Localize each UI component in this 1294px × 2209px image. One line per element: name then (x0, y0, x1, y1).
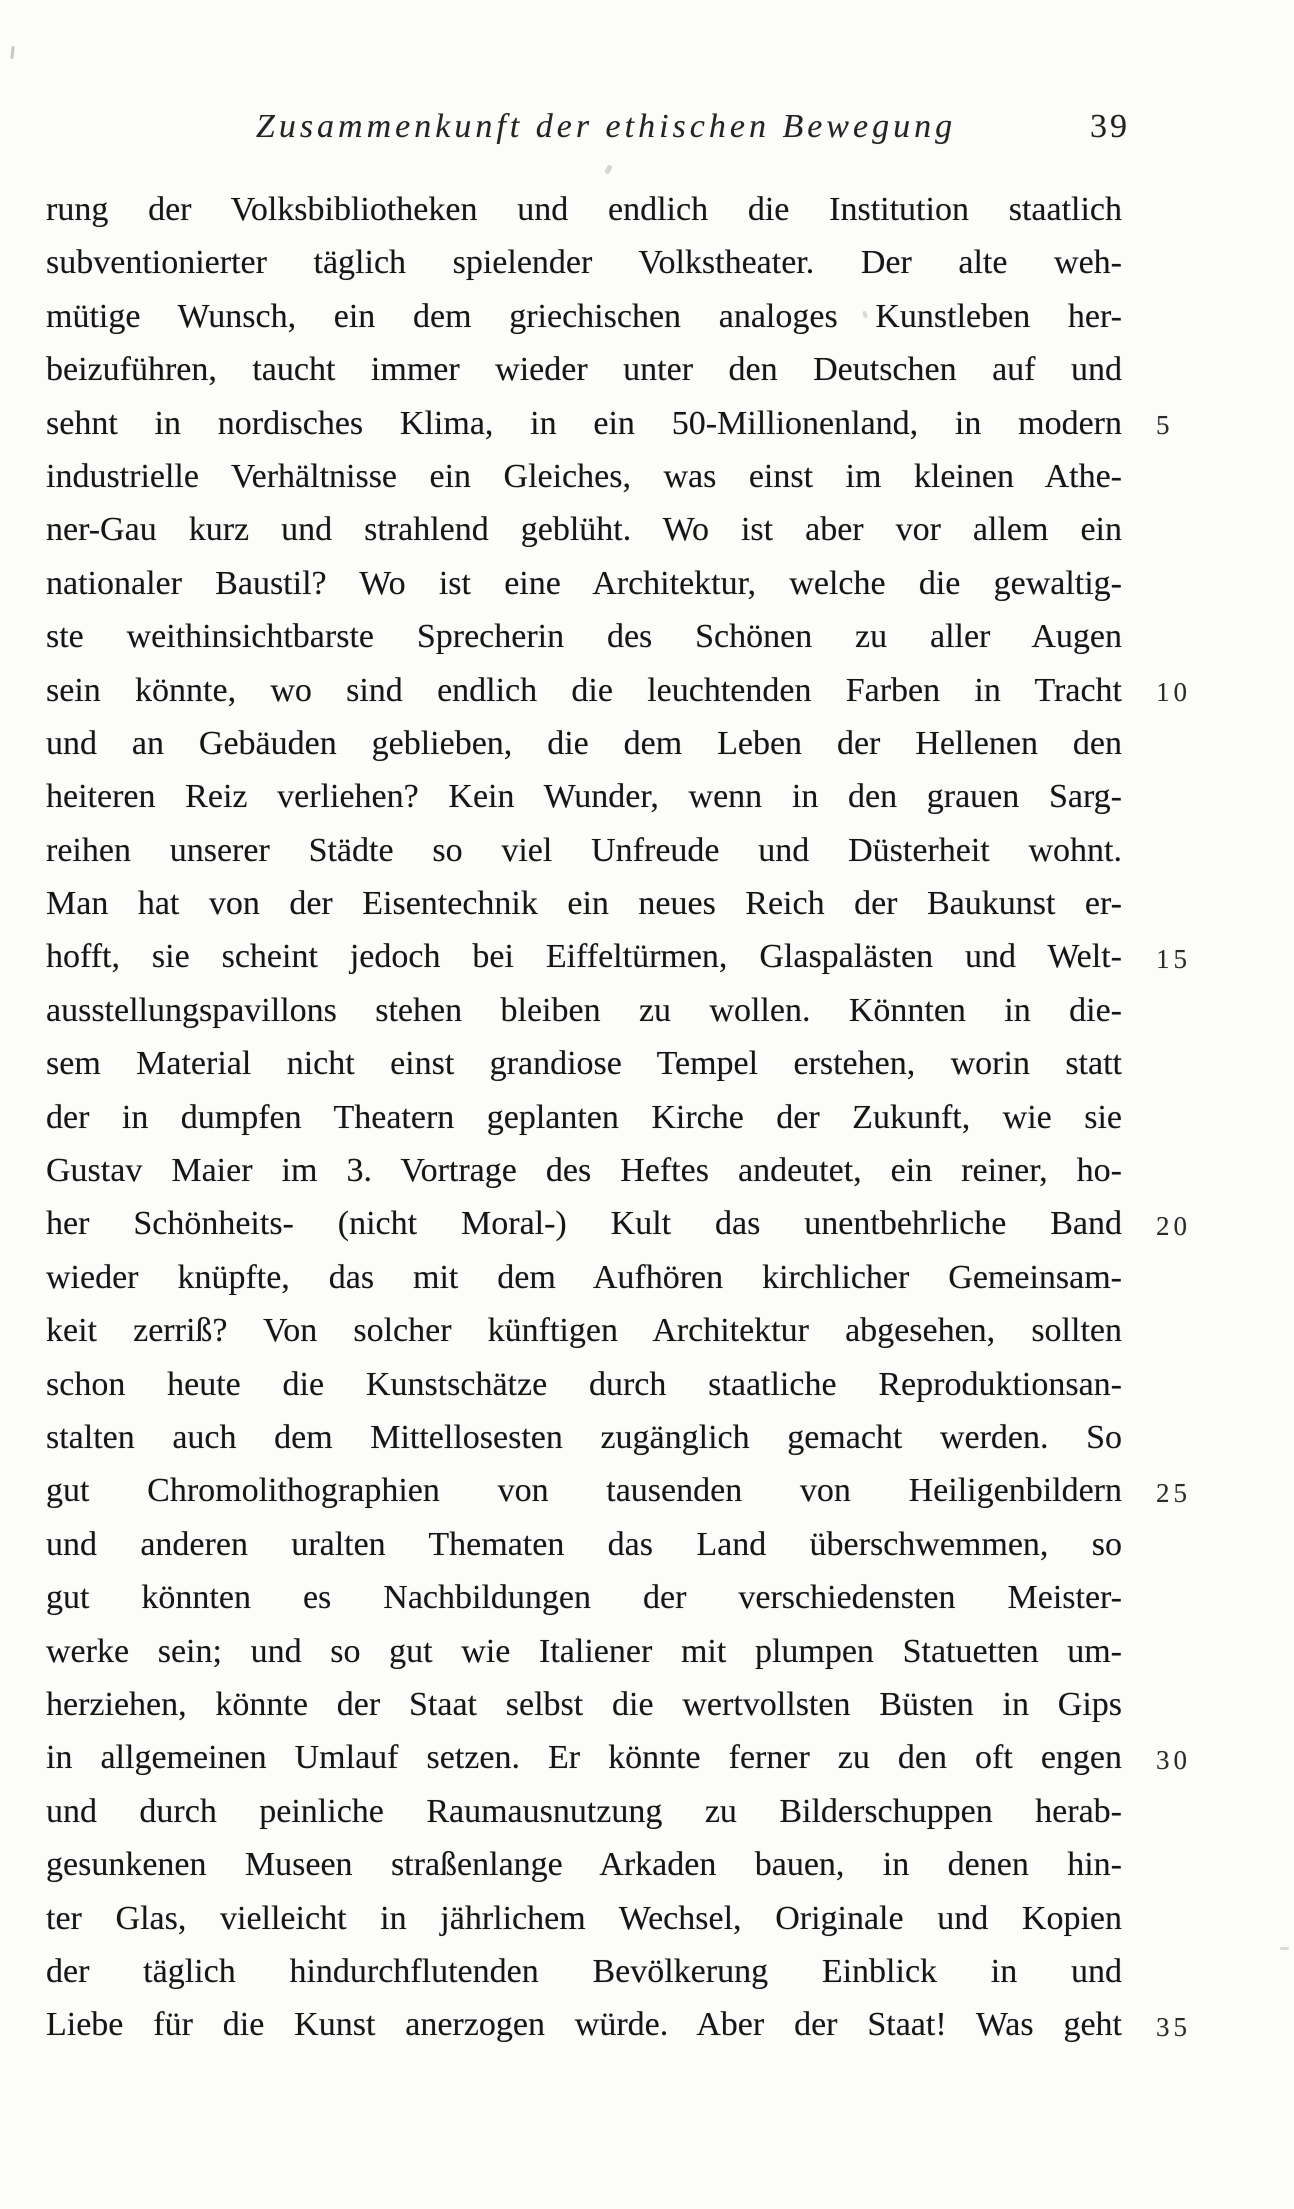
text-line: und durch peinliche Raumausnutzung zu Bilderschuppen herab- (46, 1792, 1122, 1830)
text-line: werke sein; und so gut wie Italiener mit plumpen Statuetten um- (46, 1632, 1122, 1670)
text-line: sein könnte, wo sind endlich die leuchtenden Farben in Tracht (46, 671, 1122, 709)
line-number: 5 (1156, 410, 1174, 441)
text-line: beizuführen, taucht immer wieder unter den Deutschen auf und (46, 351, 1122, 389)
text-line: heiteren Reiz verliehen? Kein Wunder, wenn in den grauen Sarg- (46, 778, 1122, 816)
text-line: stalten auch dem Mittellosesten zugänglich gemacht werden. So (46, 1418, 1122, 1456)
text-line: gut Chromolithographien von tausenden von Heiligenbildern (46, 1472, 1122, 1510)
text-line: gesunkenen Museen straßenlange Arkaden bauen, in denen hin- (46, 1846, 1122, 1884)
body-text (46, 183, 1122, 2052)
line-number: 30 (1156, 1745, 1191, 1776)
text-line: sehnt in nordisches Klima, in ein 50-Millionenland, in modern (46, 404, 1122, 442)
text-line: gut könnten es Nachbildungen der verschiedensten Meister- (46, 1579, 1122, 1617)
running-title: Zusammenkunft der ethischen Bewegung (255, 108, 957, 145)
text-line: der täglich hindurchflutenden Bevölkerung Einblick in und (46, 1952, 1122, 1990)
text-line: keit zerriß? Von solcher künftigen Architektur abgesehen, sollten (46, 1312, 1122, 1350)
text-line: rung der Volksbibliotheken und endlich die Institution staatlich (46, 191, 1122, 228)
text-line: ner-Gau kurz und strahlend geblüht. Wo ist aber vor allem ein (46, 511, 1122, 549)
line-number: 20 (1156, 1211, 1191, 1242)
page-number: 39 (1090, 108, 1130, 145)
text-line: Man hat von der Eisentechnik ein neues Reich der Baukunst er- (46, 885, 1122, 923)
text-line: der in dumpfen Theatern geplanten Kirche der Zukunft, wie sie (46, 1098, 1122, 1136)
text-line: wieder knüpfte, das mit dem Aufhören kirchlicher Gemeinsam- (46, 1258, 1122, 1296)
line-number: 10 (1156, 677, 1191, 708)
text-line: Liebe für die Kunst anerzogen würde. Aber der Staat! Was geht (46, 2006, 1122, 2044)
text-line: nationaler Baustil? Wo ist eine Architektur, welche die gewaltig- (46, 564, 1122, 602)
text-line: in allgemeinen Umlauf setzen. Er könnte ferner zu den oft engen (46, 1739, 1122, 1777)
text-line: ter Glas, vielleicht in jährlichem Wechsel, Originale und Kopien (46, 1899, 1122, 1937)
text-line: reihen unserer Städte so viel Unfreude und Düsterheit wohnt. (46, 831, 1122, 869)
text-line: industrielle Verhältnisse ein Gleiches, was einst im kleinen Athe- (46, 457, 1122, 495)
text-line: ste weithinsichtbarste Sprecherin des Schönen zu aller Augen (46, 618, 1122, 656)
text-line: schon heute die Kunstschätze durch staatliche Reproduktionsan- (46, 1365, 1122, 1403)
text-line: herziehen, könnte der Staat selbst die wertvollsten Büsten in Gips (46, 1685, 1122, 1723)
text-line: ausstellungspavillons stehen bleiben zu wollen. Könnten in die- (46, 991, 1122, 1029)
scan-speck (1280, 1947, 1289, 1950)
text-line: her Schönheits- (nicht Moral-) Kult das unentbehrliche Band (46, 1205, 1122, 1243)
text-line: hofft, sie scheint jedoch bei Eiffeltürmen, Glaspalästen und Welt- (46, 938, 1122, 976)
text-line: sem Material nicht einst grandiose Tempel erstehen, worin statt (46, 1045, 1122, 1083)
text-line: und anderen uralten Thematen das Land überschwemmen, so (46, 1525, 1122, 1563)
text-line: und an Gebäuden geblieben, die dem Leben der Hellenen den (46, 724, 1122, 762)
scan-speck (604, 164, 613, 174)
text-line: Gustav Maier im 3. Vortrage des Heftes andeutet, ein reiner, ho- (46, 1152, 1122, 1190)
line-number: 25 (1156, 1478, 1191, 1509)
text-line: subventionierter täglich spielender Volkstheater. Der alte weh- (46, 244, 1122, 282)
scan-speck (10, 46, 14, 59)
text-line: mütige Wunsch, ein dem griechischen analoges Kunstleben her- (46, 297, 1122, 335)
line-number: 35 (1156, 2012, 1191, 2043)
line-number: 15 (1156, 944, 1191, 975)
